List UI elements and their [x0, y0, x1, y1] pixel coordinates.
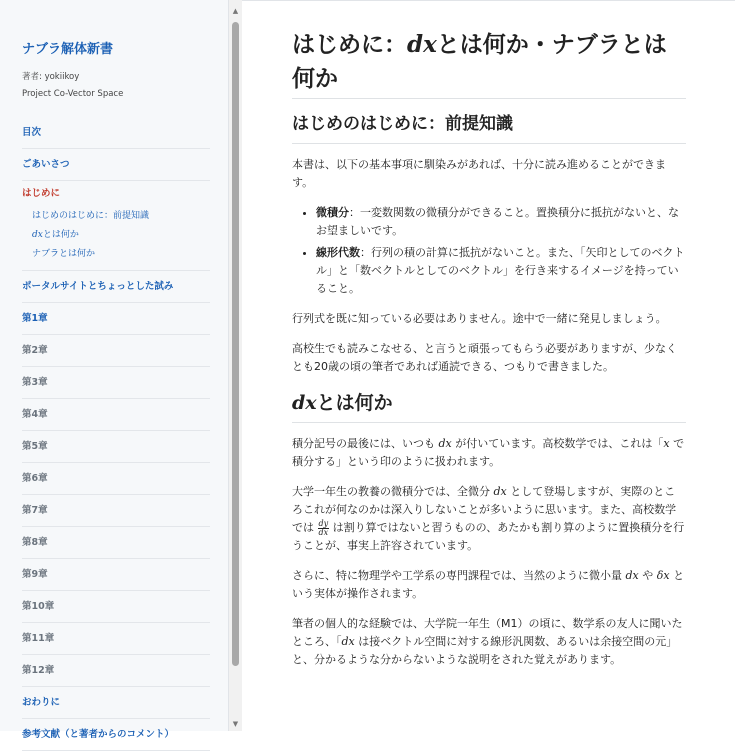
sidebar-item-intro[interactable]: はじめに [22, 188, 61, 199]
scroll-down-arrow-icon[interactable]: ▼ [232, 720, 239, 728]
project-label: Project Co-Vector Space [22, 89, 124, 99]
list-item-text: ：行列の積の計算に抵抗がないこと。また、「矢印としてのベクトル」と「数ベクトルとしてのベクトル」を行き来するイメージを持っていること。 [316, 246, 685, 295]
math-span: x [663, 437, 670, 450]
prereq-list [292, 204, 686, 298]
sidebar-item-portal[interactable]: ポータルサイトとちょっとした試み [22, 271, 210, 303]
sidebar-item-greeting[interactable]: ごあいさつ [22, 149, 210, 181]
math-span: dx [625, 569, 639, 582]
sidebar-item-ch9[interactable]: 第9章 [22, 559, 210, 591]
page-title [292, 28, 686, 99]
paragraph-highschool: 高校生でも読みこなせる、と言うと頑張ってもらう必要がありますが、少なくとも20歳の頃の筆者であれば通読できる、つもりで書きました。 [292, 342, 677, 373]
sidebar-scrollbar[interactable] [229, 0, 242, 731]
sidebar-item-ch6[interactable]: 第6章 [22, 463, 210, 495]
text-span: で積分する」という印のように扱われます。 [292, 437, 685, 468]
page-title-math: dx [407, 31, 437, 58]
text-span: さらに、特に物理学や工学系の専門課程では、当然のように微小量 [292, 569, 626, 582]
sidebar-item-refs[interactable]: 参考文献（と著者からのコメント） [22, 719, 210, 751]
scroll-up-arrow-icon[interactable]: ▲ [232, 7, 239, 15]
text-span: 大学一年生の教養の微積分では、全微分 [292, 485, 494, 498]
paragraph-intro: 本書は、以下の基本事項に馴染みがあれば、十分に読み進めることができます。 [292, 158, 666, 189]
heading-prerequisites: はじめのはじめに：前提知識 [292, 109, 686, 144]
list-item-bold: 微積分 [316, 206, 349, 219]
sidebar-item-ch2[interactable]: 第2章 [22, 335, 210, 367]
page-title-part1: はじめに： [292, 32, 407, 58]
sidebar-subitem-dx[interactable] [32, 226, 210, 245]
scrollbar-thumb[interactable] [232, 22, 239, 666]
math-span: δx [656, 569, 670, 582]
paragraph-dx-4 [292, 615, 686, 669]
page-title-part2: とは何か・ナブラとは何か [292, 32, 667, 92]
sidebar-item-ch8[interactable]: 第8章 [22, 527, 210, 559]
math-span: dx [341, 635, 355, 648]
sidebar-item-ending[interactable]: おわりに [22, 687, 210, 719]
list-item-text: ：一変数関数の微積分ができること。置換積分に抵抗がないと、なお望ましいです。 [316, 206, 679, 237]
paragraph-dx-1 [292, 435, 686, 471]
math-span: dx [493, 485, 507, 498]
math-span: dx [438, 437, 452, 450]
text-span: 筆者の個人的な経験では、大学院一年生（M1）の頃に、数学系の友人に聞いたところ、「 [292, 617, 683, 648]
list-item [316, 204, 686, 240]
sidebar-item-ch10[interactable]: 第10章 [22, 591, 210, 623]
text-span: 積分記号の最後には、いつも [292, 437, 439, 450]
sidebar [0, 0, 229, 740]
sidebar-intro-sublist [22, 207, 210, 271]
sidebar-subitem-dx-label: とは何か [42, 230, 79, 240]
paragraph-dx-2 [292, 483, 686, 555]
book-title-link[interactable]: ナブラ解体新書 [22, 42, 114, 57]
paragraph-determinant: 行列式を既に知っている必要はありません。途中で一緒に発見しましょう。 [292, 312, 667, 325]
sidebar-item-toc[interactable]: 目次 [22, 117, 210, 149]
sidebar-item-ch3[interactable]: 第3章 [22, 367, 210, 399]
main-content [292, 28, 686, 681]
text-span: という実体が操作されます。 [292, 569, 685, 600]
heading-what-is-dx [292, 388, 686, 423]
text-span: や [638, 569, 657, 582]
sidebar-item-ch12[interactable]: 第12章 [22, 655, 210, 687]
author-label: 著者: yokiikoy [22, 72, 80, 82]
top-divider [242, 0, 735, 1]
sidebar-subitem-prereq[interactable]: はじめのはじめに：前提知識 [32, 211, 150, 221]
sidebar-item-ch4[interactable]: 第4章 [22, 399, 210, 431]
text-span: は割り算ではないと習うものの、あたかも割り算のように置換積分を行うことが、事実上許容されています。 [292, 521, 685, 552]
text-span: が付いています。高校数学では、これは「 [451, 437, 664, 450]
paragraph-dx-3 [292, 567, 686, 603]
sidebar-subitem-nabla[interactable]: ナブラとは何か [32, 249, 96, 259]
sidebar-item-ch7[interactable]: 第7章 [22, 495, 210, 527]
list-item [316, 244, 686, 298]
list-item-bold: 線形代数 [316, 246, 360, 259]
heading-dx-math: dx [292, 392, 317, 414]
fraction-denominator: dx [318, 527, 329, 537]
fraction-dy-dx [318, 520, 330, 537]
text-span: として登場しますが、実際のところこれが何なのかは深入りしないことが多いように思います。また、高校数学では [292, 485, 677, 534]
sidebar-item-ch1[interactable]: 第1章 [22, 303, 210, 335]
sidebar-item-ch11[interactable]: 第11章 [22, 623, 210, 655]
sidebar-item-ch5[interactable]: 第5章 [22, 431, 210, 463]
text-span: は接ベクトル空間に対する線形汎関数、あるいは余接空間の元」と、分かるような分からないような説明をされた覚えがあります。 [292, 635, 678, 666]
sidebar-subitem-dx-math: dx [32, 230, 43, 240]
fraction-numerator: dy [318, 518, 329, 528]
heading-dx-label: とは何か [316, 392, 393, 414]
